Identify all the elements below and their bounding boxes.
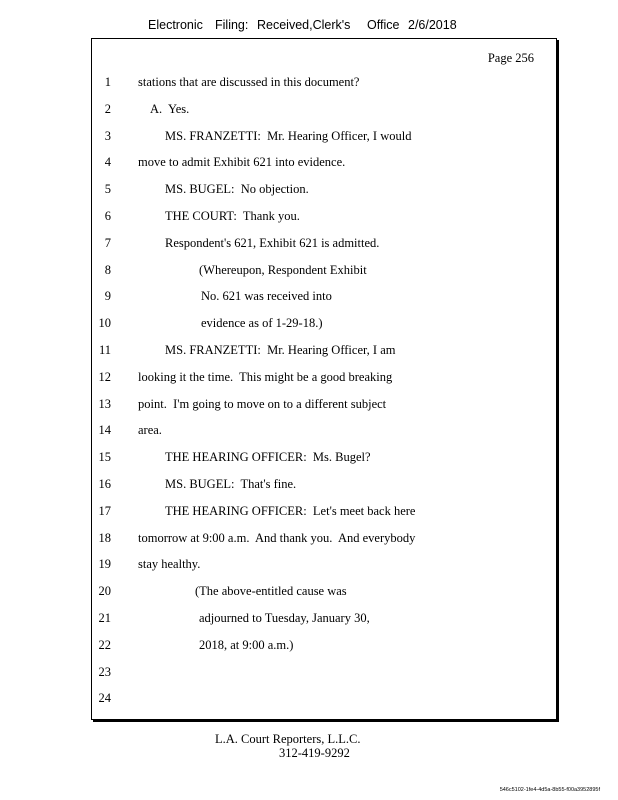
transcript-line	[92, 477, 556, 495]
line-text: tomorrow at 9:00 a.m. And thank you. And everybody	[138, 530, 416, 545]
transcript-page	[91, 38, 557, 720]
header-date: 2/6/2018	[408, 18, 457, 32]
line-number: 10	[98, 316, 111, 331]
line-number: 7	[104, 235, 111, 250]
transcript-line	[92, 423, 556, 441]
line-number: 4	[104, 155, 111, 170]
document-id: 546c5102-1fe4-4d5a-8b55-f00a3952895f	[499, 787, 600, 793]
line-text: MS. BUGEL: No objection.	[165, 182, 309, 197]
transcript-line	[92, 611, 556, 629]
transcript-line	[92, 504, 556, 522]
line-number: 3	[104, 128, 111, 143]
line-number: 13	[98, 396, 111, 411]
line-number: 19	[98, 557, 111, 572]
line-number: 2	[104, 101, 111, 116]
transcript-line	[92, 450, 556, 468]
line-number: 12	[98, 369, 111, 384]
line-number: 6	[104, 209, 111, 223]
line-text: evidence as of 1-29-18.)	[201, 316, 323, 331]
transcript-line	[92, 102, 556, 120]
line-number: 14	[98, 423, 111, 438]
line-text: THE HEARING OFFICER: Ms. Bugel?	[165, 450, 371, 465]
line-text: stay healthy.	[138, 557, 201, 572]
line-number: 20	[98, 584, 111, 599]
line-text: (The above-entitled cause was	[195, 584, 347, 599]
line-number: 16	[98, 477, 111, 491]
transcript-line	[92, 316, 556, 334]
line-text: MS. FRANZETTI: Mr. Hearing Officer, I would	[165, 128, 412, 143]
line-number: 17	[98, 503, 111, 518]
line-number: 24	[98, 691, 111, 706]
header-electronic: Electronic	[148, 18, 203, 32]
transcript-line	[92, 531, 556, 549]
page-number: Page 256	[487, 51, 534, 65]
header-office: Office	[367, 18, 400, 32]
transcript-line	[92, 638, 556, 656]
line-number: 22	[98, 637, 111, 652]
transcript-line	[92, 209, 556, 227]
line-number: 1	[104, 75, 111, 89]
transcript-line	[92, 236, 556, 254]
line-text: MS. FRANZETTI: Mr. Hearing Officer, I am	[165, 343, 396, 357]
line-number: 8	[104, 262, 111, 277]
transcript-line	[92, 289, 556, 307]
transcript-line	[92, 75, 556, 93]
transcript-line	[92, 370, 556, 388]
line-text: adjourned to Tuesday, January 30,	[199, 611, 370, 625]
line-text: (Whereupon, Respondent Exhibit	[199, 262, 367, 277]
line-number: 15	[98, 450, 111, 465]
line-text: move to admit Exhibit 621 into evidence.	[138, 155, 346, 170]
header-filing: Filing:	[215, 18, 249, 32]
transcript-line	[92, 182, 556, 200]
line-text: Respondent's 621, Exhibit 621 is admitted.	[165, 235, 380, 250]
transcript-line	[92, 557, 556, 575]
line-text: area.	[138, 423, 162, 438]
line-text: A. Yes.	[150, 101, 190, 116]
line-number: 9	[104, 289, 111, 304]
line-text: stations that are discussed in this document?	[138, 75, 360, 89]
header-received: Received,Clerk's	[257, 18, 351, 32]
line-number: 21	[98, 611, 111, 625]
line-number: 5	[104, 182, 111, 197]
line-text: THE HEARING OFFICER: Let's meet back here	[165, 503, 416, 518]
line-text: THE COURT: Thank you.	[165, 209, 300, 223]
transcript-line	[92, 691, 556, 709]
line-text: No. 621 was received into	[201, 289, 332, 304]
transcript-line	[92, 584, 556, 602]
transcript-line	[92, 129, 556, 147]
line-number: 23	[98, 664, 111, 679]
line-number: 18	[98, 530, 111, 545]
footer-company: L.A. Court Reporters, L.L.C.	[215, 732, 361, 746]
transcript-line	[92, 263, 556, 281]
line-text: 2018, at 9:00 a.m.)	[199, 637, 294, 652]
line-text: looking it the time. This might be a good breaking	[138, 369, 393, 384]
transcript-line	[92, 397, 556, 415]
line-number: 11	[98, 343, 111, 357]
line-text: MS. BUGEL: That's fine.	[165, 477, 297, 491]
transcript-line	[92, 343, 556, 361]
transcript-line	[92, 665, 556, 683]
footer-phone: 312-419-9292	[279, 746, 350, 760]
line-text: point. I'm going to move on to a different subject	[138, 396, 387, 411]
transcript-line	[92, 155, 556, 173]
